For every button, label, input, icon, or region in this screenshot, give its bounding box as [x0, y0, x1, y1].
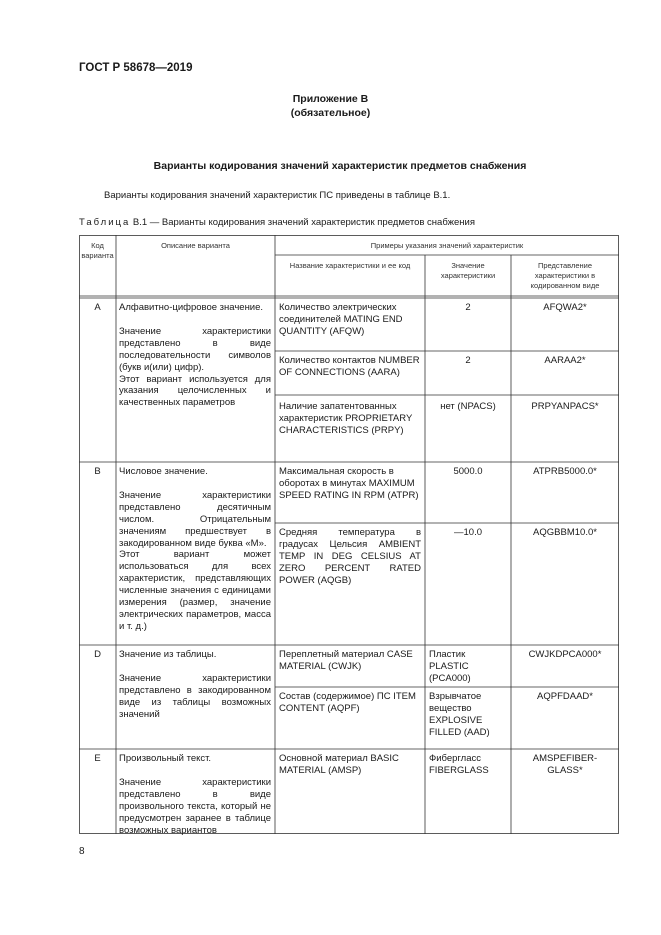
encoded-value: AQGBBM10.0*: [533, 527, 597, 538]
characteristic-value: Взрывчатое вещество EXPLOSIVE FILLED (AAD): [429, 691, 490, 738]
description-paragraph: Значение характеристики представлено в закодированном виде из таблицы возможных значений: [119, 672, 271, 720]
variant-code: E: [94, 753, 101, 764]
characteristic-value: 2: [465, 355, 471, 366]
variant-description: [119, 753, 271, 836]
characteristic-value: —10.0: [454, 527, 482, 538]
encoded-value: ATPRB5000.0*: [533, 466, 597, 477]
encoded-value: AQPFDAAD*: [537, 691, 593, 702]
characteristic-value: Фибергласс FIBERGLASS: [429, 753, 489, 776]
characteristic-name: Наличие запатентованных характеристик PROPRIETARY CHARACTERISTICS (PRPY): [279, 401, 413, 436]
variant-code: B: [94, 466, 101, 477]
characteristic-name: Переплетный материал CASE MATERIAL (CWJK): [279, 649, 413, 672]
header-code: Код варианта: [81, 241, 114, 260]
intro-paragraph: Варианты кодирования значений характеристик ПС приведены в таблице В.1.: [104, 190, 451, 201]
variant-code: D: [94, 649, 101, 660]
page-number: 8: [79, 846, 85, 857]
characteristic-value: Пластик PLASTIC (PCA000): [429, 649, 471, 684]
header-encoded: Представление характеристики в кодированном виде: [530, 261, 600, 290]
description-paragraph: Числовое значение.: [119, 466, 208, 477]
annex-title: Приложение В: [292, 93, 369, 105]
encoded-value: AARAA2*: [544, 355, 586, 366]
description-paragraph: Алфавитно-цифровое значение.: [119, 302, 264, 313]
description-paragraph: Этот вариант используется для указания целочисленных и качественных параметров: [119, 373, 271, 409]
encoded-value: AMSPEFIBER-GLASS*: [532, 753, 598, 776]
description-paragraph: Значение из таблицы.: [119, 649, 217, 660]
variant-code: A: [94, 302, 101, 313]
description-paragraph: Этот вариант может использоваться для всех характеристик, представляющих численные значения с единицами измерения (размер, значение электрических параметров, масса и т. д.): [119, 549, 271, 632]
header-value: Значение характеристики: [440, 261, 496, 280]
characteristic-name: Максимальная скорость в оборотах в минутах MAXIMUM SPEED RATING IN RPM (ATPR): [279, 466, 419, 501]
annex-status: (обязательное): [290, 107, 371, 119]
encoded-value: PRPYANPACS*: [531, 401, 599, 412]
variant-description: [119, 649, 271, 721]
variant-description: [119, 466, 271, 633]
table-caption-prefix: Таблица: [79, 217, 131, 228]
characteristic-name: Количество электрических соединителей MATING END QUANTITY (AFQW): [279, 302, 403, 337]
characteristic-name: Состав (содержимое) ПС ITEM CONTENT (AQPF): [279, 691, 416, 714]
encoded-value: AFQWA2*: [543, 302, 587, 313]
description-paragraph: Произвольный текст.: [119, 753, 212, 764]
description-paragraph: Значение характеристики представлено в виде последовательности символов (букв и(или) цифр).: [119, 325, 271, 373]
variants-table: [79, 235, 619, 835]
variant-description: [119, 302, 271, 409]
characteristic-name: Количество контактов NUMBER OF CONNECTIONS (AARA): [279, 355, 420, 378]
header-description: Описание варианта: [161, 241, 230, 250]
description-paragraph: Значение характеристики представлено в виде произвольного текста, который не предусмотрен заранее в таблице возможных вариантов: [119, 776, 271, 836]
header-examples: Примеры указания значений характеристик: [370, 241, 524, 250]
header-name: Название характеристики и ее код: [289, 261, 411, 270]
section-title: Варианты кодирования значений характеристик предметов снабжения: [153, 160, 527, 172]
characteristic-name: Средняя температура в градусах Цельсия AMBIENT TEMP IN DEG CELSIUS AT ZERO PERCENT RATED POWER (AQGB): [279, 527, 421, 586]
characteristic-name: Основной материал BASIC MATERIAL (AMSP): [279, 753, 399, 776]
characteristic-value: нет (NPACS): [440, 401, 496, 412]
characteristic-value: 2: [465, 302, 471, 313]
description-paragraph: Значение характеристики представлено десятичным числом. Отрицательным значениям предшествует в закодированном виде буква «М».: [119, 489, 271, 549]
table-caption-text: В.1 — Варианты кодирования значений характеристик предметов снабжения: [130, 217, 475, 228]
characteristic-value: 5000.0: [453, 466, 483, 477]
encoded-value: CWJKDPCA000*: [528, 649, 602, 660]
annex-heading: [0, 92, 661, 120]
document-code: ГОСТ Р 58678—2019: [79, 62, 193, 74]
table-caption: [79, 217, 475, 228]
